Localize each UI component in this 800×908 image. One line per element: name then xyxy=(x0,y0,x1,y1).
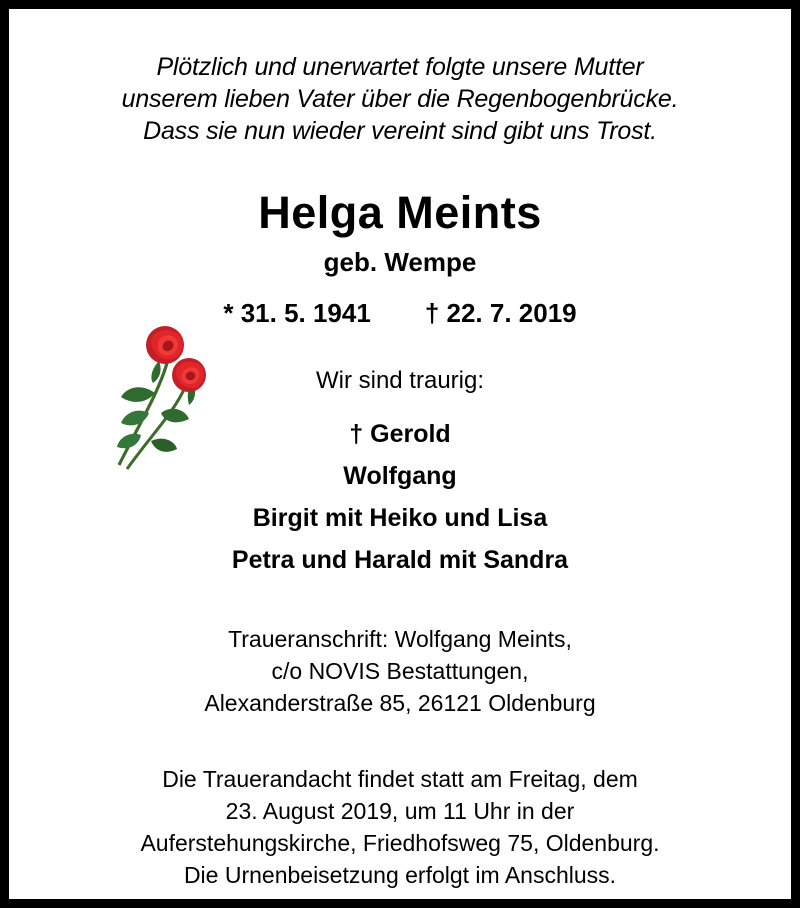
mourner-name: Petra und Harald mit Sandra xyxy=(231,546,569,574)
rose-icon xyxy=(101,321,221,481)
death-date: † 22. 7. 2019 xyxy=(424,298,577,328)
service-line: Die Urnenbeisetzung erfolgt im Anschluss. xyxy=(183,862,617,888)
service-line: 23. August 2019, um 11 Uhr in der xyxy=(225,798,575,824)
deceased-maiden-name: geb. Wempe xyxy=(323,247,477,277)
epitaph-line-3: Dass sie nun wieder vereint sind gibt uns Trost. xyxy=(143,117,657,145)
mourner-name: † Gerold xyxy=(349,420,451,448)
address-line: Traueranschrift: Wolfgang Meints, xyxy=(228,626,572,652)
address-line: Alexanderstraße 85, 26121 Oldenburg xyxy=(204,690,596,716)
epitaph-line-1: Plötzlich und unerwartet folgte unsere Mutter xyxy=(156,53,644,81)
mourner-name: Birgit mit Heiko und Lisa xyxy=(252,504,548,532)
service-line: Die Trauerandacht findet statt am Freitag, dem xyxy=(162,766,638,792)
epitaph xyxy=(49,51,751,147)
birth-date: * 31. 5. 1941 xyxy=(223,298,371,328)
mourner-name: Wolfgang xyxy=(343,462,457,490)
epitaph-line-2: unserem lieben Vater über die Regenbogenbrücke. xyxy=(121,85,679,113)
funeral-service-info xyxy=(49,763,751,891)
condolence-address xyxy=(49,623,751,719)
address-line: c/o NOVIS Bestattungen, xyxy=(271,658,529,684)
service-line: Auferstehungskirche, Friedhofsweg 75, Oldenburg. xyxy=(140,830,660,856)
deceased-name: Helga Meints xyxy=(258,187,542,238)
mourners-intro: Wir sind traurig: xyxy=(315,367,485,394)
